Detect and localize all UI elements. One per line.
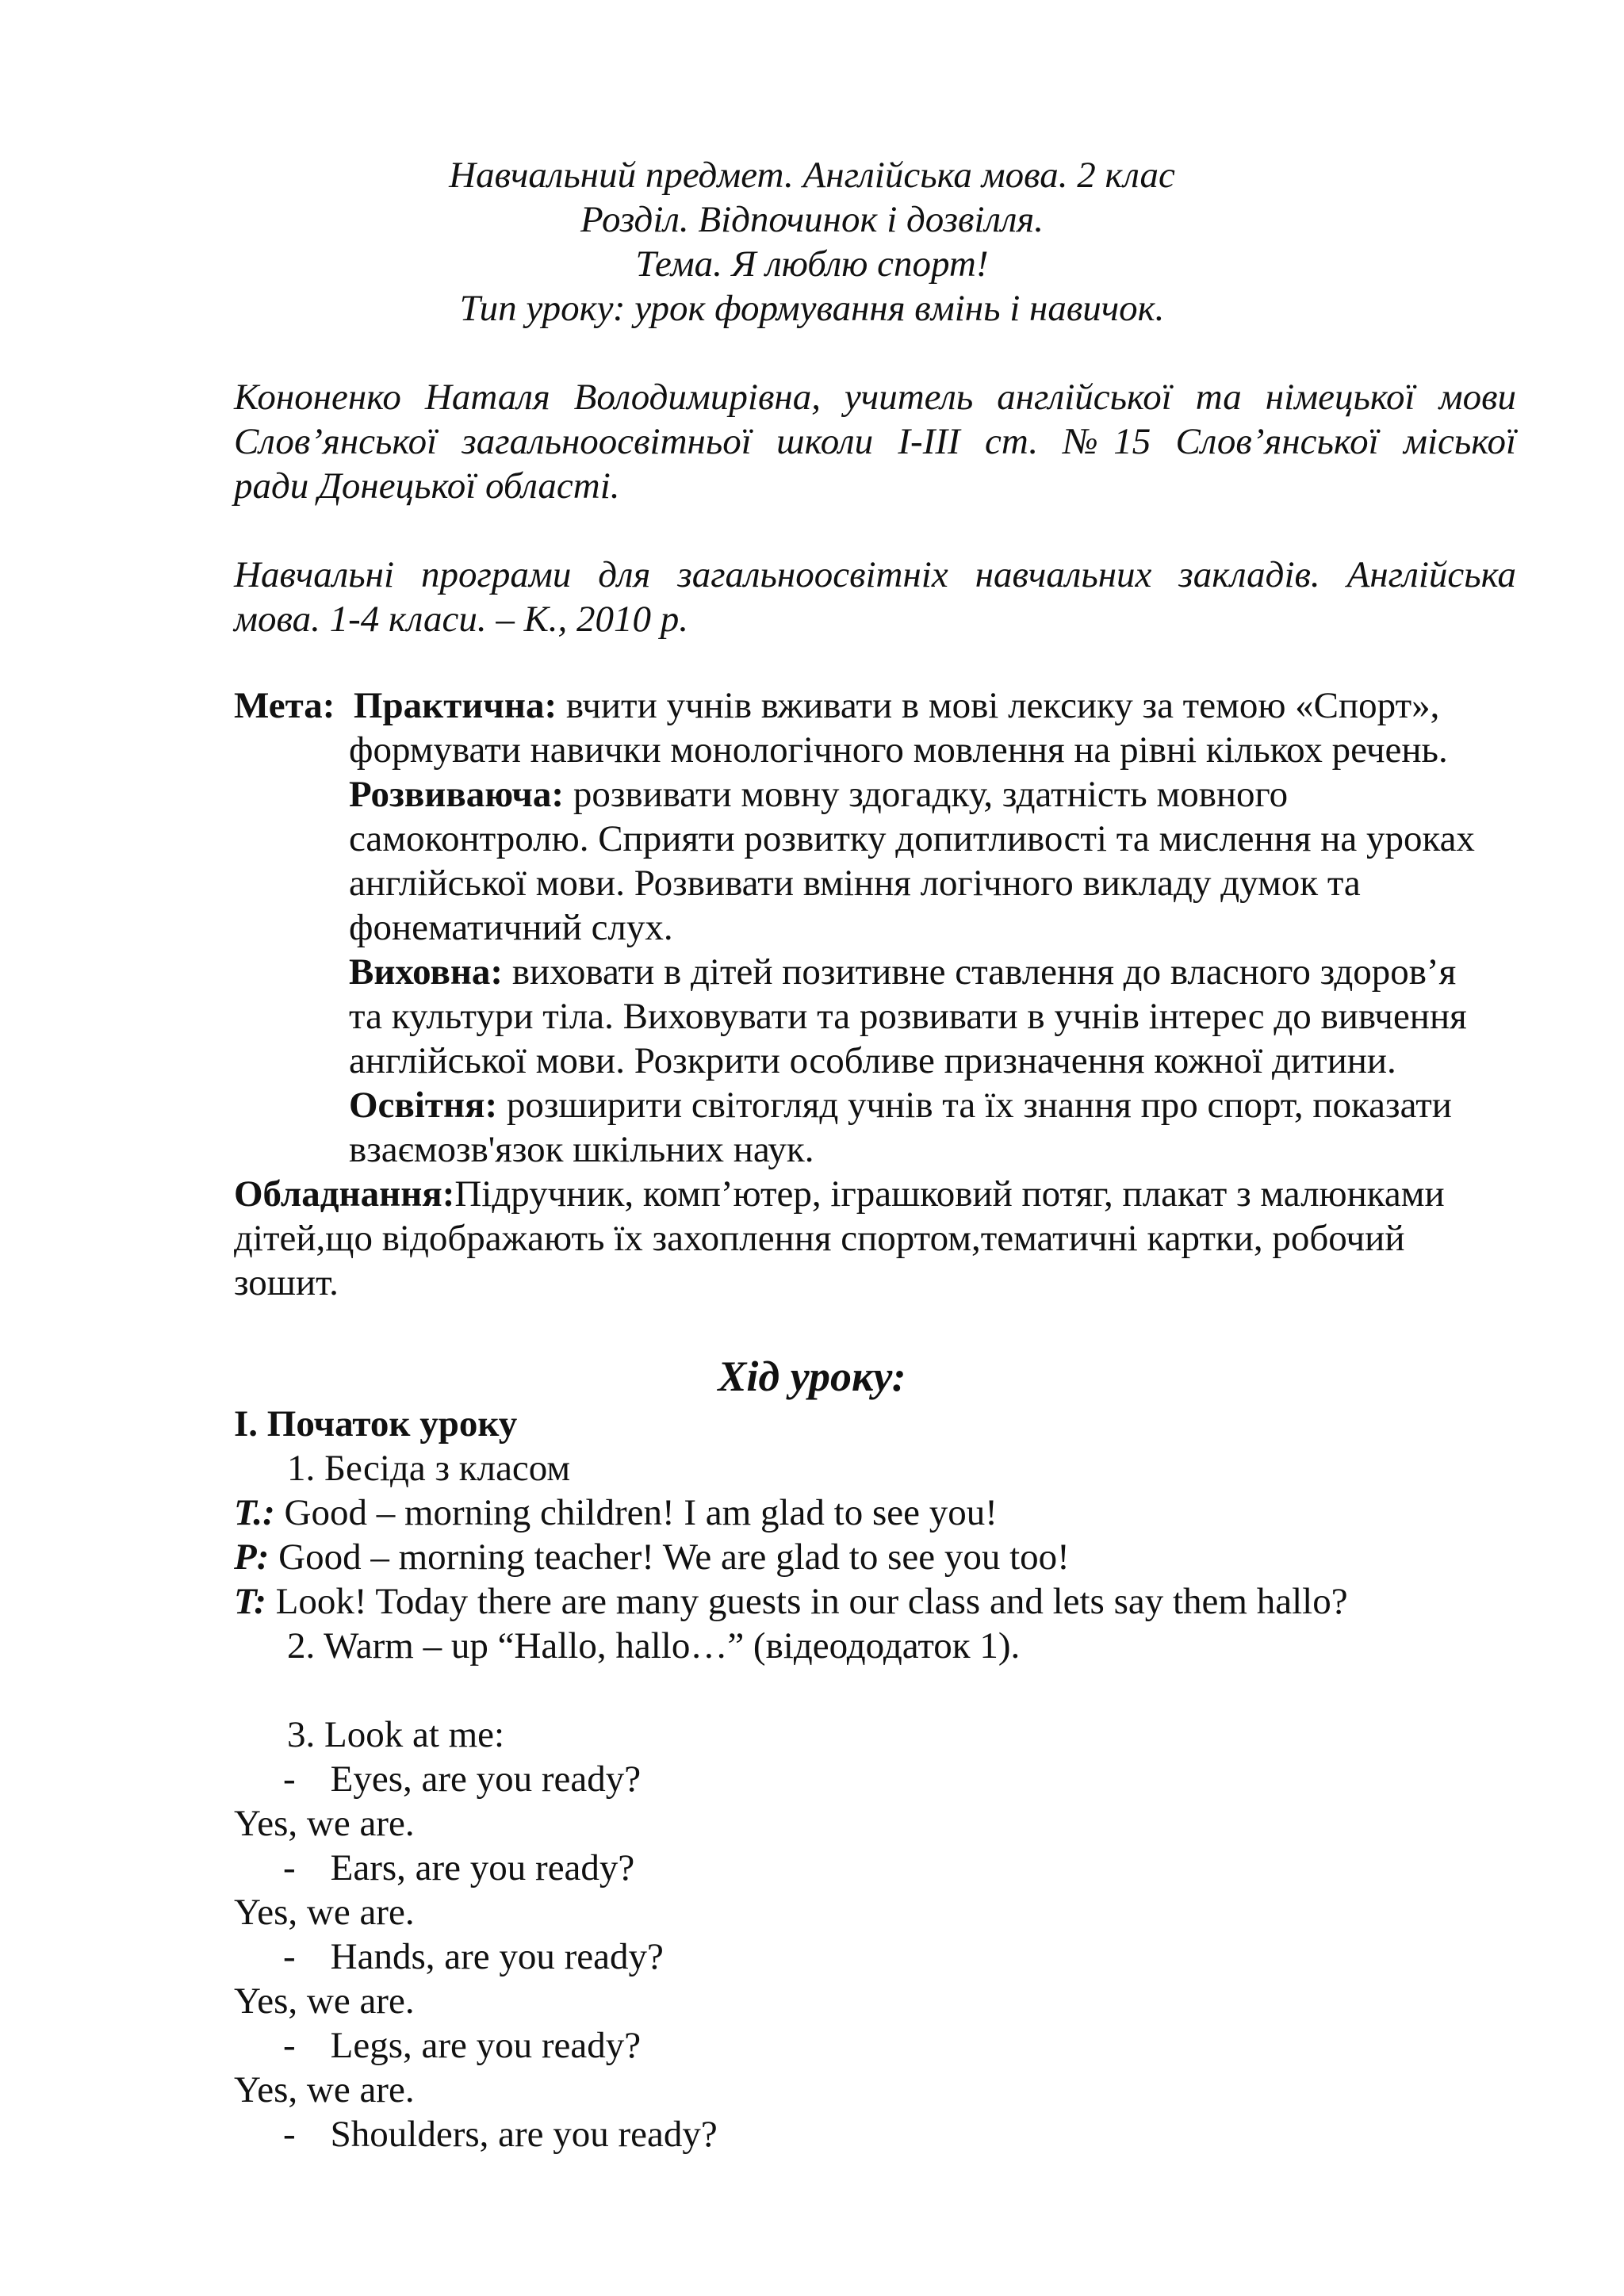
drill-question-4 — [283, 2023, 641, 2068]
author-line-3: ради Донецької області. — [234, 465, 620, 507]
educational-text-3: англійської мови. Розкрити особливе призначення кожної дитини. — [349, 1040, 1396, 1081]
speaker-label: T: — [234, 1581, 266, 1622]
author-line-1: Кононенко Наталя Володимирівна, учитель англійської та німецької мови — [234, 377, 1516, 418]
developing-text-3: англійської мови. Розвивати вміння логічного викладу думок та — [349, 863, 1361, 904]
goals-developing-line-1 — [349, 772, 1288, 817]
drill-question-text: Eyes, are you ready? — [330, 1758, 642, 1800]
equipment-line-1 — [234, 1172, 1445, 1216]
developing-text-4: фонематичний слух. — [349, 907, 673, 948]
lesson-type-line: Тип уроку: урок формування вмінь і навичок. — [459, 288, 1165, 329]
educational-text-2: та культури тіла. Виховувати та розвивати в учнів інтерес до вивчення — [349, 996, 1467, 1037]
drill-question-3 — [283, 1934, 664, 1979]
goals-educational-line-1 — [349, 950, 1456, 994]
practical-text-2: формувати навички монологічного мовлення на рівні кількох речень. — [349, 729, 1448, 771]
developing-text-2: самоконтролю. Сприяти розвитку допитливості та мислення на уроках — [349, 818, 1475, 859]
bullet-dash: - — [283, 1758, 296, 1800]
dialogue-line-1 — [234, 1490, 998, 1535]
dialogue-text: Good – morning teacher! We are glad to see you too! — [269, 1536, 1070, 1578]
procedure-heading: Хід уроку: — [718, 1353, 906, 1400]
drill-answer-4: Yes, we are. — [234, 2069, 415, 2110]
equipment-text-2: дітей,що відображають їх захоплення спортом,тематичні картки, робочий — [234, 1218, 1405, 1259]
developing-text-1: розвивати мовну здогадку, здатність мовного — [573, 774, 1289, 815]
goals-cognitive-line-1 — [349, 1083, 1452, 1127]
part1-title: І. Початок уроку — [234, 1403, 518, 1445]
drill-question-text: Legs, are you ready? — [330, 2025, 642, 2066]
goals-label: Мета: — [234, 685, 335, 726]
bullet-dash: - — [283, 2025, 296, 2066]
drill-question-text: Ears, are you ready? — [330, 1847, 635, 1888]
drill-answer-1: Yes, we are. — [234, 1803, 415, 1844]
bullet-dash: - — [283, 1936, 296, 1977]
section-line: Розділ. Відпочинок і дозвілля. — [580, 199, 1044, 240]
practical-text-1: вчити учнів вживати в мові лексику за темою «Спорт», — [565, 685, 1440, 726]
item-1: 1. Бесіда з класом — [287, 1448, 571, 1489]
bullet-dash: - — [283, 1847, 296, 1888]
drill-answer-2: Yes, we are. — [234, 1892, 415, 1933]
equipment-text-1: Підручник, комп’ютер, іграшковий потяг, плакат з малюнками — [454, 1173, 1445, 1215]
subject-line: Навчальний предмет. Англійська мова. 2 клас — [449, 155, 1175, 196]
dialogue-text: Good – morning children! I am glad to see you! — [274, 1492, 998, 1533]
item-3: 3. Look at me: — [287, 1714, 505, 1755]
cognitive-text-1: розширити світогляд учнів та їх знання про спорт, показати — [506, 1085, 1452, 1126]
developing-label: Розвиваюча: — [349, 774, 565, 815]
speaker-label: T.: — [234, 1492, 275, 1533]
drill-question-text: Shoulders, are you ready? — [330, 2114, 718, 2155]
equipment-text-3: зошит. — [234, 1262, 339, 1303]
speaker-label: P: — [234, 1536, 270, 1578]
topic-line: Тема. Я люблю спорт! — [635, 243, 989, 285]
practical-label: Практична: — [353, 685, 557, 726]
item-2: 2. Warm – up “Hallo, hallo…” (відеододаток 1). — [287, 1625, 1021, 1667]
bullet-dash: - — [283, 2114, 296, 2155]
goals-practical-line-1 — [234, 683, 1439, 728]
author-line-2: Слов’янської загальноосвітньої школи І-ІІІ ст. №15 Слов’янської міської — [234, 421, 1516, 462]
drill-question-2 — [283, 1846, 634, 1890]
drill-question-5 — [283, 2112, 718, 2156]
cognitive-label: Освітня: — [349, 1085, 498, 1126]
educational-label: Виховна: — [349, 951, 504, 993]
educational-text-1: виховати в дітей позитивне ставлення до власного здоров’я — [511, 951, 1457, 993]
drill-answer-3: Yes, we are. — [234, 1980, 415, 2022]
dialogue-line-3 — [234, 1579, 1348, 1624]
program-line-1: Навчальні програми для загальноосвітніх навчальних закладів. Англійська — [234, 554, 1516, 595]
drill-question-1 — [283, 1757, 641, 1801]
dialogue-line-2 — [234, 1535, 1070, 1579]
equipment-label: Обладнання: — [234, 1173, 455, 1215]
cognitive-text-2: взаємозв'язок шкільних наук. — [349, 1129, 814, 1170]
drill-question-text: Hands, are you ready? — [330, 1936, 664, 1977]
dialogue-text: Look! Today there are many guests in our class and lets say them hallo? — [266, 1581, 1348, 1622]
program-line-2: мова. 1-4 класи. – К., 2010 р. — [234, 599, 689, 640]
